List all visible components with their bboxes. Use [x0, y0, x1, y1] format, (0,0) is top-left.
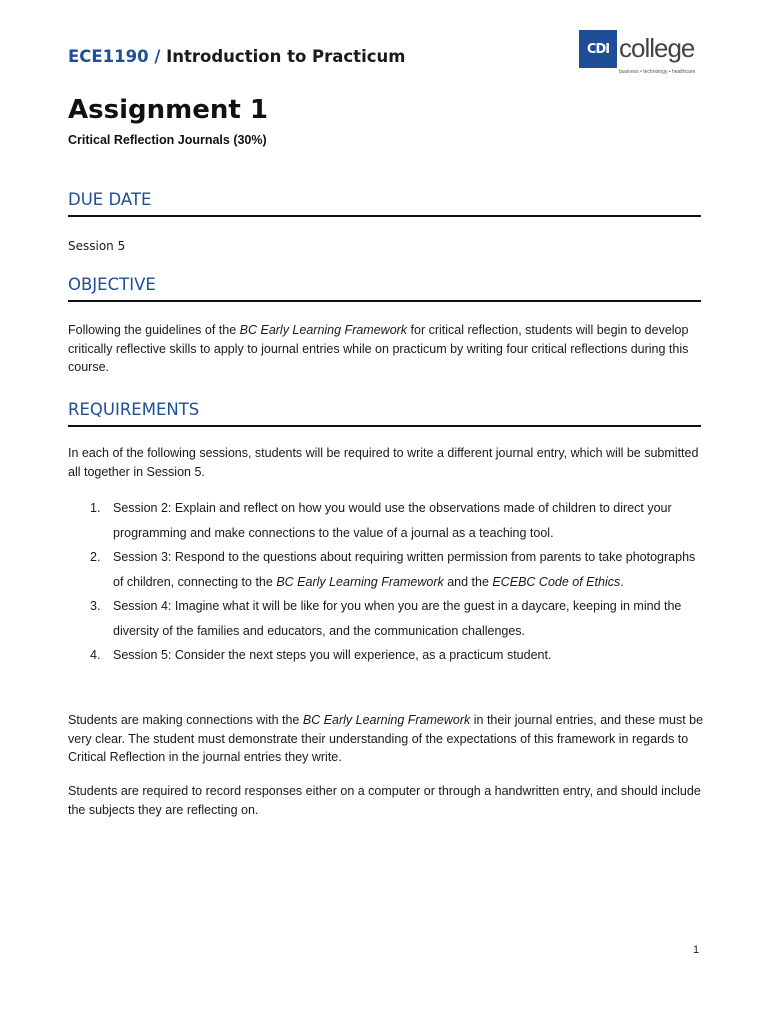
requirements-heading: REQUIREMENTS — [68, 400, 701, 427]
logo-wordmark: college — [619, 33, 695, 63]
list-item-text-c: . — [620, 574, 624, 589]
logo-tagline: business • technology • healthcare — [619, 69, 696, 75]
framework-reference: BC Early Learning Framework — [302, 713, 471, 727]
header-separator: / — [154, 47, 161, 66]
framework-reference: BC Early Learning Framework — [239, 323, 408, 337]
connections-text-2: in their journal entries, and these must be very clear. The student must demonstrate their understanding of the expectations of this framework in regards to Critical Reflection in the journal entries they write. — [68, 713, 704, 764]
list-item-text: Session 2: Explain and reflect on how you would use the observations made of children to direct your programming and make connections to the value of a journal as a teaching tool. — [113, 501, 672, 540]
connections-paragraph — [68, 711, 708, 767]
list-number: 2. — [90, 550, 101, 564]
assignment-title: Assignment 1 — [68, 95, 268, 125]
list-number: 4. — [90, 648, 101, 662]
list-item — [68, 594, 708, 643]
list-item-text: Session 5: Consider the next steps you will experience, as a practicum student. — [113, 648, 552, 662]
objective-heading: OBJECTIVE — [68, 275, 701, 302]
connections-text-1: Students are making connections with the — [68, 713, 303, 727]
list-item — [68, 496, 708, 545]
list-item-text-a: Session 3: Respond to the questions about requiring written permission from parents to take photographs of children, connecting to the — [113, 550, 696, 589]
page-number: 1 — [693, 944, 700, 956]
list-number: 1. — [90, 501, 101, 515]
objective-text-2: for critical reflection, students will begin to develop critically reflective skills to apply to journal entries while on practicum by writing four critical reflections during this course. — [68, 323, 689, 374]
course-header — [68, 47, 405, 66]
due-date-heading: DUE DATE — [68, 190, 701, 217]
list-item — [68, 643, 708, 668]
requirements-intro: In each of the following sessions, students will be required to write a different journal entry, which will be submitted all together in Session 5. — [68, 446, 699, 479]
list-number: 3. — [90, 599, 101, 613]
course-code: ECE1190 — [68, 47, 149, 66]
recording-paragraph: Students are required to record responses either on a computer or through a handwritten entry, and should include the subjects they are reflecting on. — [68, 784, 701, 817]
framework-reference: BC Early Learning Framework — [276, 574, 444, 589]
requirements-list — [68, 496, 708, 668]
cdi-college-logo — [579, 30, 709, 78]
due-date-text: Session 5 — [68, 239, 126, 253]
course-name: Introduction to Practicum — [166, 47, 406, 66]
list-item-text-b: and the — [443, 574, 493, 589]
ethics-code-reference: ECEBC Code of Ethics — [492, 574, 621, 589]
list-item-text — [113, 550, 695, 589]
list-item — [68, 545, 708, 594]
list-item-text: Session 4: Imagine what it will be like for you when you are the guest in a daycare, keeping in mind the diversity of the families and educators, and the communication challenges. — [113, 599, 682, 638]
objective-paragraph — [68, 321, 708, 377]
objective-text-1: Following the guidelines of the — [68, 323, 240, 337]
logo-mark: CDI — [579, 30, 617, 68]
assignment-subtitle: Critical Reflection Journals (30%) — [68, 133, 267, 147]
